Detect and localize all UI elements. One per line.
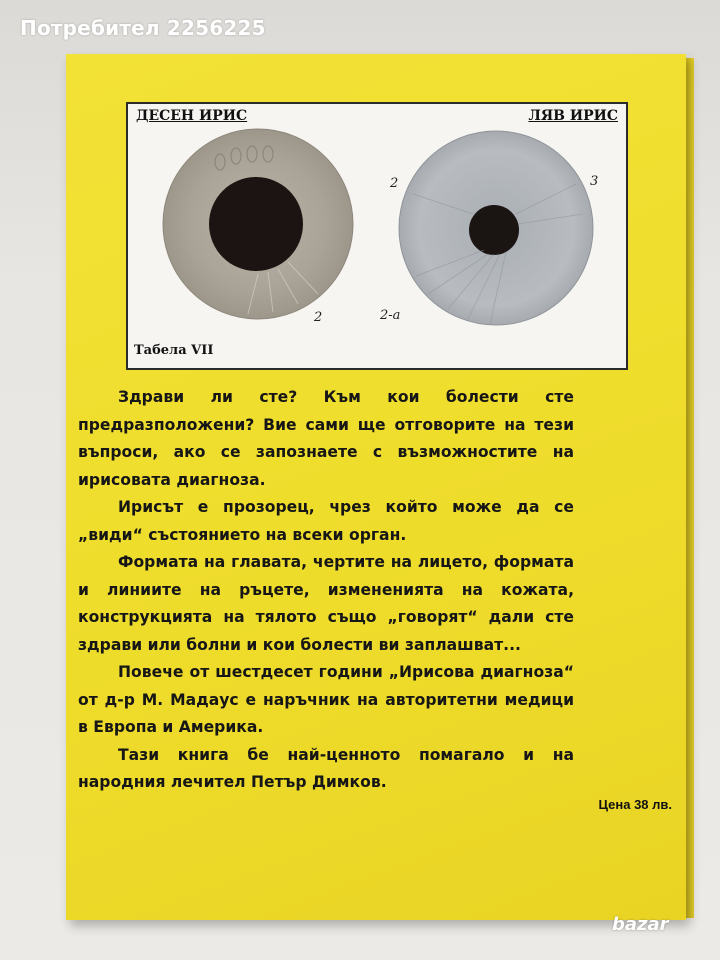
user-watermark: Потребител 2256225 [20,16,266,40]
right-pupil [209,177,303,271]
iris-illustration [128,104,626,368]
iris-plate [126,102,628,370]
price-label: Цена 38 лв. [598,797,672,812]
paragraph-3: Формата на главата, чертите на лицето, формата и линиите на ръцете, измененията на кожата, конструкцията на тялото също „говорят“ дали сте здрави или болни и кои болести ви заплашват... [78,553,574,654]
bazar-logo: bazar [612,914,669,935]
left-iris-label: ЛЯВ ИРИС [528,108,618,124]
plate-caption: Табела VII [134,343,214,358]
description-text [78,384,574,797]
iris-marker-2-right: 2 [314,310,323,325]
iris-marker-3: 3 [590,174,599,189]
paragraph-5: Тази книга бе най-ценното помагало и на народния лечител Петър Димков. [78,745,574,791]
paragraph-1: Здрави ли сте? Към кои болести сте предразположени? Вие сами ще отговорите на тези въпроси, ако се запознаете с възможностите на ирисовата диагноза. [78,388,574,489]
iris-marker-2a: 2-а [380,308,401,323]
book-page-edge [686,58,694,918]
right-iris-label: ДЕСЕН ИРИС [136,108,248,124]
iris-marker-2: 2 [390,176,399,191]
paragraph-2: Ирисът е прозорец, чрез който може да се „види“ състоянието на всеки орган. [78,498,574,544]
paragraph-4: Повече от шестдесет години „Ирисова диагноза“ от д-р М. Мадаус е наръчник на авторитетни медици в Европа и Америка. [78,663,574,736]
left-pupil [469,205,519,255]
